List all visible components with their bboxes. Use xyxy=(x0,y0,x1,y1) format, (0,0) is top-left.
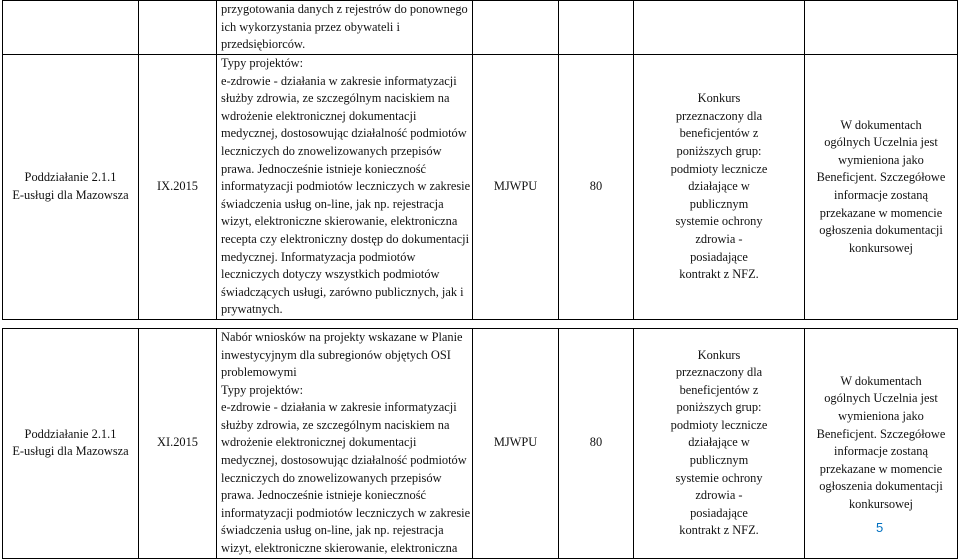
description-line: e-zdrowie - działania w zakresie informatyzacji xyxy=(221,73,457,88)
mode-line: publicznym xyxy=(689,196,749,211)
mode-line: poniższych grup: xyxy=(676,400,762,415)
action-cell xyxy=(3,328,139,558)
mode-line: publicznym xyxy=(689,453,749,468)
description-cell xyxy=(217,1,473,55)
mode-line: przeznaczony dla xyxy=(675,108,763,123)
action-cell xyxy=(3,1,139,55)
notes-line: Beneficjent. Szczegółowe xyxy=(816,170,946,185)
notes-cell xyxy=(805,1,958,55)
mode-line: zdrowia - xyxy=(695,488,743,503)
description-line: ich wykorzystania przez obywateli i xyxy=(221,19,400,34)
date-cell xyxy=(139,1,217,55)
description-line: recepta czy elektroniczny dostęp do dokumentacji xyxy=(221,231,470,246)
notes-line: wymieniona jako xyxy=(838,152,924,167)
notes-line: ogłoszenia dokumentacji xyxy=(819,223,943,238)
schedule-table xyxy=(2,0,958,559)
notes-line: przekazane w momencie xyxy=(819,461,943,476)
mode-line: podmioty lecznicze xyxy=(670,161,768,176)
mode-line: kontrakt z NFZ. xyxy=(679,267,759,282)
mode-line: przeznaczony dla xyxy=(675,365,763,380)
description-line: informatyzacji podmiotów leczniczych w zakresie xyxy=(221,505,471,520)
notes-cell xyxy=(805,55,958,320)
description-line: inwestycyjnym dla subregionów objętych OSI xyxy=(221,347,451,362)
mode-line: podmioty lecznicze xyxy=(670,417,768,432)
action-line: E-usługi dla Mazowsza xyxy=(12,444,129,459)
notes-line: informacje zostaną xyxy=(834,187,928,202)
description-line: służby zdrowia, ze szczególnym naciskiem na xyxy=(221,91,450,106)
description-line: wdrożenie elektronicznej dokumentacji xyxy=(221,435,417,450)
notes-line: informacje zostaną xyxy=(834,444,928,459)
notes-line: ogólnych Uczelnia jest xyxy=(824,391,938,406)
table-row-continuation xyxy=(3,1,958,55)
notes-line: konkursowej xyxy=(848,497,913,512)
mode-line: beneficjentów z xyxy=(679,382,759,397)
action-cell xyxy=(3,55,139,320)
description-line: prawa. Jednocześnie istnieje konieczność xyxy=(221,488,427,503)
spacer-cell xyxy=(3,319,958,328)
description-line: informatyzacji podmiotów leczniczych w zakresie xyxy=(221,179,471,194)
mode-line: systemie ochrony xyxy=(675,470,763,485)
mode-line: poniższych grup: xyxy=(676,143,762,158)
description-line: leczniczych do znowelizowanych przepisów xyxy=(221,470,442,485)
mode-line: posiadające xyxy=(690,249,748,264)
mode-line: działające w xyxy=(688,179,750,194)
description-line: medycznej. Informatyzacja podmiotów xyxy=(221,249,416,264)
notes-line: Beneficjent. Szczegółowe xyxy=(816,426,946,441)
mode-line: Konkurs xyxy=(697,347,741,362)
notes-line: przekazane w momencie xyxy=(819,205,943,220)
description-line: prawa. Jednocześnie istnieje konieczność xyxy=(221,161,427,176)
description-line: świadczenia usług on-line, jak np. rejestracja xyxy=(221,196,444,211)
description-line: problemowymi xyxy=(221,365,297,380)
notes-line: W dokumentach xyxy=(840,117,922,132)
action-line: Poddziałanie 2.1.1 xyxy=(24,426,117,441)
notes-line: ogólnych Uczelnia jest xyxy=(824,135,938,150)
action-line: Poddziałanie 2.1.1 xyxy=(24,170,117,185)
description-line: wizyt, elektroniczne skierowanie, elektroniczna xyxy=(221,541,458,556)
description-line: przygotowania danych z rejestrów do ponownego xyxy=(221,2,468,16)
description-line: wizyt, elektroniczne skierowanie, elektroniczna xyxy=(221,214,458,229)
table-row xyxy=(3,328,958,558)
description-line: wdrożenie elektronicznej dokumentacji xyxy=(221,108,417,123)
description-line: Typy projektów: xyxy=(221,382,304,397)
description-line: e-zdrowie - działania w zakresie informatyzacji xyxy=(221,400,457,415)
notes-line: W dokumentach xyxy=(840,373,922,388)
institution-cell: MJWPU xyxy=(473,55,559,320)
mode-line: posiadające xyxy=(690,505,748,520)
table-row xyxy=(3,55,958,320)
mode-line: Konkurs xyxy=(697,91,741,106)
mode-line: kontrakt z NFZ. xyxy=(679,523,759,538)
description-line: świadczenia usług on-line, jak np. rejestracja xyxy=(221,523,444,538)
amount-cell xyxy=(559,1,634,55)
date-cell: XI.2015 xyxy=(139,328,217,558)
mode-line: systemie ochrony xyxy=(675,214,763,229)
notes-line: ogłoszenia dokumentacji xyxy=(819,479,943,494)
date-cell: IX.2015 xyxy=(139,55,217,320)
description-line: Nabór wniosków na projekty wskazane w Planie xyxy=(221,329,463,344)
description-line: medycznej, dostosowując działalność podmiotów xyxy=(221,453,467,468)
mode-line: działające w xyxy=(688,435,750,450)
mode-line: beneficjentów z xyxy=(679,126,759,141)
description-cell xyxy=(217,55,473,320)
description-line: leczniczych dotyczy wszystkich podmiotów xyxy=(221,267,440,282)
table-spacer xyxy=(3,319,958,328)
page-number: 5 xyxy=(876,520,884,535)
description-line: medycznej, dostosowując działalność podmiotów xyxy=(221,126,467,141)
notes-line: wymieniona jako xyxy=(838,409,924,424)
institution-cell xyxy=(473,1,559,55)
description-line: świadczących usługi, zarówno publicznych, jak i xyxy=(221,284,464,299)
description-line: Typy projektów: xyxy=(221,56,304,70)
mode-cell xyxy=(634,55,805,320)
action-line: E-usługi dla Mazowsza xyxy=(12,187,129,202)
description-line: prywatnych. xyxy=(221,302,283,317)
mode-cell xyxy=(634,1,805,55)
description-line: przedsiębiorców. xyxy=(221,37,306,52)
notes-line: konkursowej xyxy=(848,240,913,255)
amount-cell: 80 xyxy=(559,328,634,558)
institution-cell: MJWPU xyxy=(473,328,559,558)
description-cell xyxy=(217,328,473,558)
description-line: służby zdrowia, ze szczególnym naciskiem na xyxy=(221,417,450,432)
description-line: leczniczych do znowelizowanych przepisów xyxy=(221,143,442,158)
amount-cell: 80 xyxy=(559,55,634,320)
mode-cell xyxy=(634,328,805,558)
mode-line: zdrowia - xyxy=(695,231,743,246)
